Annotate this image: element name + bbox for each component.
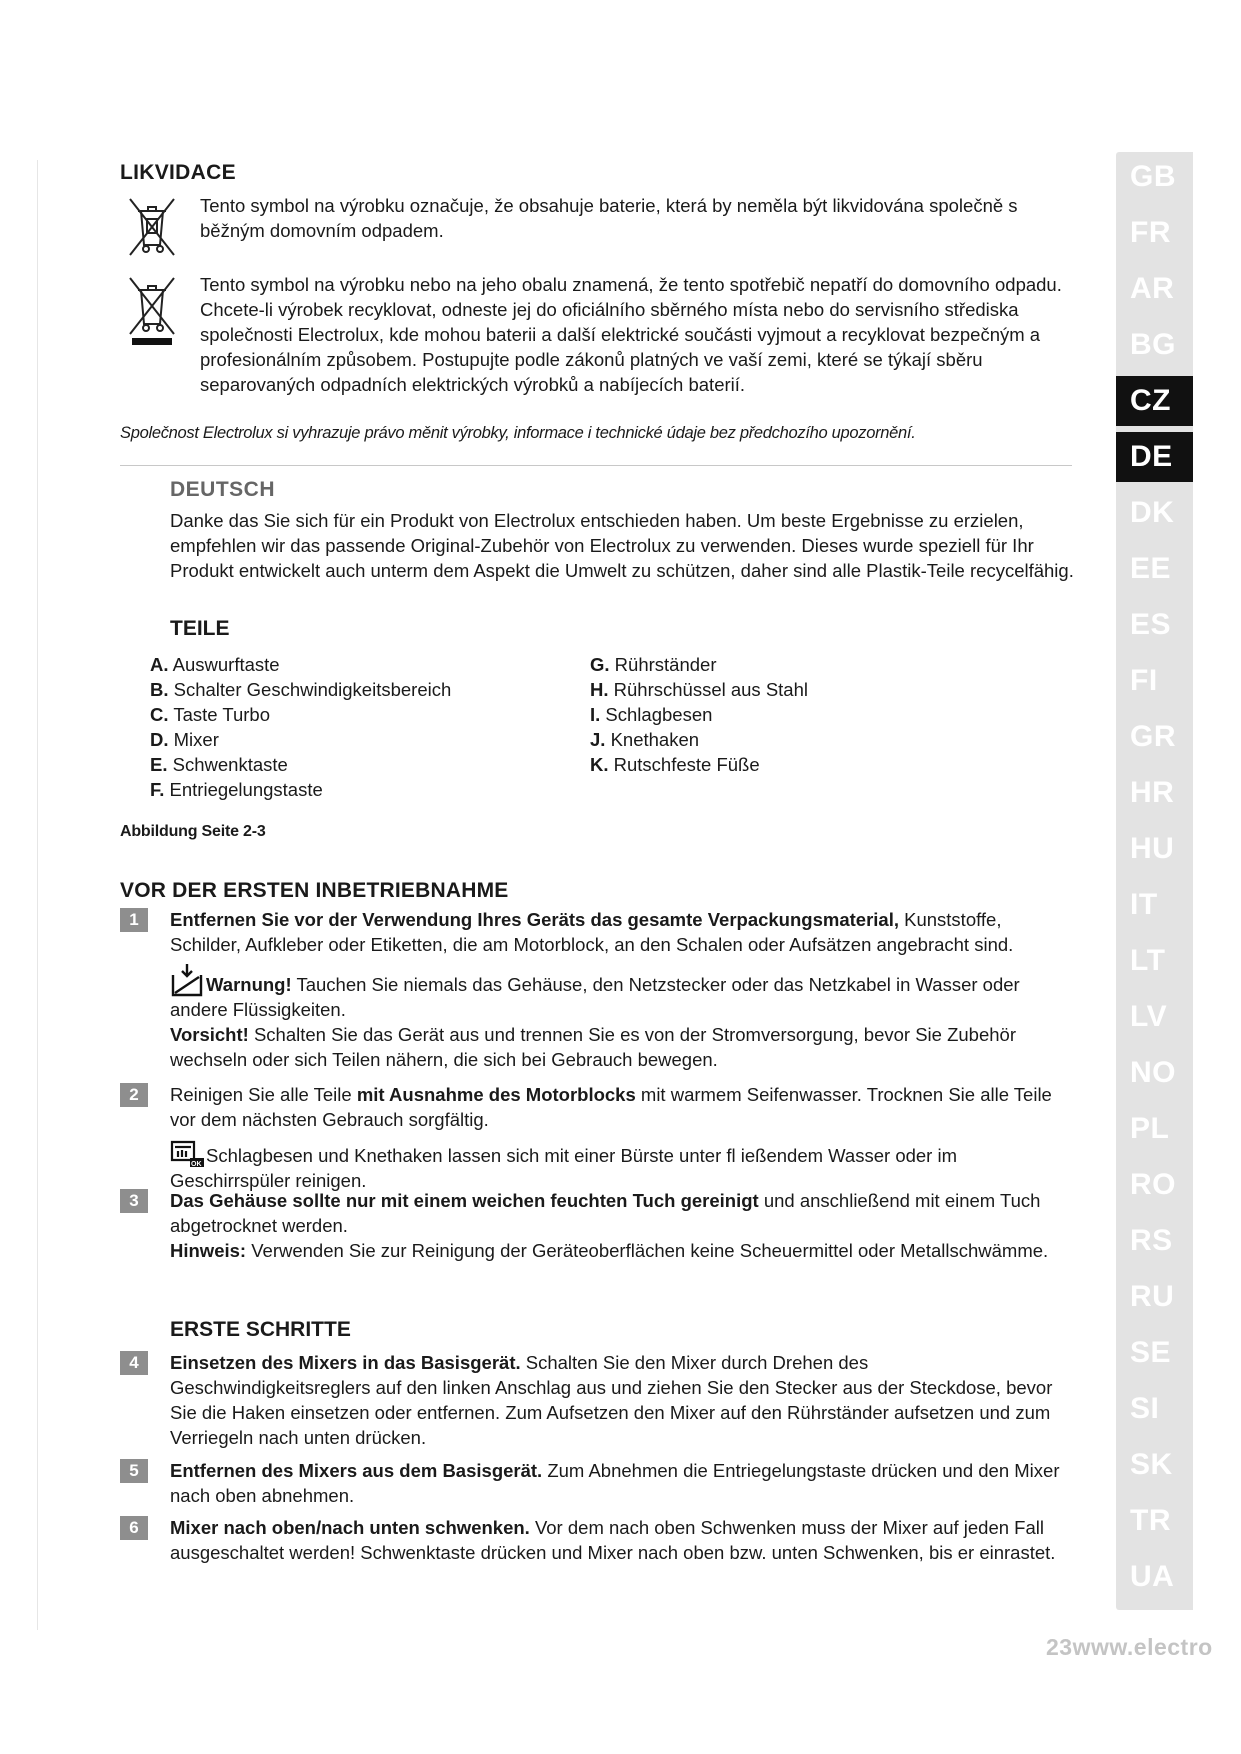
tab-ee[interactable]: EE xyxy=(1130,552,1172,585)
step-text: Einsetzen des Mixers in das Basisgerät. Schalten Sie den Mixer durch Drehen des Geschwindigkeitsreglers auf den linken Anschlag aus und ziehen Sie den Stecker aus der Steckdose, bevor Sie die Haken einsetzen oder entfernen. Zum Aufsetzen den Mixer auf den Rührständer aufsetzen und zum Verriegeln nach unten drücken. xyxy=(170,1352,1053,1448)
step-number: 2 xyxy=(120,1083,148,1107)
step-number: 6 xyxy=(120,1516,148,1540)
deutsch-intro: Danke das Sie sich für ein Produkt von Electrolux entschieden haben. Um beste Ergebnisse zu erzielen, empfehlen wir das passende Original-Zubehör von Electrolux zu verwenden. Dieses wurde speziell für Ihr Produkt entwickelt auch unterm dem Aspekt die Umwelt zu schützen, daher sind alle Plastik-Teile recycelfähig. xyxy=(170,510,1074,581)
warning-note: Warnung! Tauchen Sie niemals das Gehäuse, den Netzstecker oder das Netzkabel in Wasser oder andere Flüssigkeiten. xyxy=(170,963,1072,1022)
dishwasher-note: OK Schlagbesen und Knethaken lassen sich mit einer Bürste unter fl ießendem Wasser oder im Geschirrspüler reinigen. xyxy=(170,1138,1072,1193)
likvidace-heading: LIKVIDACE xyxy=(120,161,236,184)
parts-list-right xyxy=(590,652,808,777)
part-item: J. Knethaken xyxy=(590,729,700,750)
battery-disposal-text: Tento symbol na výrobku označuje, že obsahuje baterie, která by neměla být likvidována společně s běžným domovním odpadem. xyxy=(200,195,1018,241)
part-item: F. Entriegelungstaste xyxy=(150,779,323,800)
part-item: D. Mixer xyxy=(150,729,219,750)
part-item: H. Rührschüssel aus Stahl xyxy=(590,679,808,700)
disclaimer-text: Společnost Electrolux si vyhrazuje právo měnit výrobky, informace i technické údaje bez předchozího upozornění. xyxy=(120,424,916,442)
part-item: A. Auswurftaste xyxy=(150,654,280,675)
figure-reference: Abbildung Seite 2-3 xyxy=(120,823,266,840)
step-text: Entfernen Sie vor der Verwendung Ihres Geräts das gesamte Verpackungsmaterial, Kunststoffe, Schilder, Aufkleber oder Etiketten, die am Motorblock, an den Schalen oder Aufsätzen angebracht sind. xyxy=(170,909,1014,955)
tab-pl[interactable]: PL xyxy=(1130,1112,1170,1145)
tab-hr[interactable]: HR xyxy=(1130,776,1175,809)
step-number: 4 xyxy=(120,1351,148,1375)
tab-fi[interactable]: FI xyxy=(1130,664,1158,697)
page-margin-line xyxy=(37,160,38,1630)
tab-ua[interactable]: UA xyxy=(1130,1560,1175,1593)
tab-ru[interactable]: RU xyxy=(1130,1280,1175,1313)
step-number: 5 xyxy=(120,1459,148,1483)
step-text: Entfernen des Mixers aus dem Basisgerät. Zum Abnehmen die Entriegelungstaste drücken und den Mixer nach oben abnehmen. xyxy=(170,1460,1060,1506)
tab-ar[interactable]: AR xyxy=(1130,272,1175,305)
erste-heading: ERSTE SCHRITTE xyxy=(170,1318,351,1341)
caution-note: Vorsicht! Schalten Sie das Gerät aus und trennen Sie es von der Stromversorgung, bevor Sie Zubehör wechseln oder sich Teilen nähern, die sich bei Gebrauch bewegen. xyxy=(170,1024,1016,1070)
step-6 xyxy=(120,1515,1072,1565)
parts-list-left xyxy=(150,652,451,802)
crossed-bin-battery-icon xyxy=(124,193,180,259)
teile-heading: TEILE xyxy=(170,617,230,640)
tab-rs[interactable]: RS xyxy=(1130,1224,1173,1257)
step-text: Reinigen Sie alle Teile mit Ausnahme des Motorblocks mit warmem Seifenwasser. Trocknen Sie alle Teile vor dem nächsten Gebrauch sorgfältig. xyxy=(170,1084,1052,1130)
part-item: K. Rutschfeste Füße xyxy=(590,754,760,775)
tab-tr[interactable]: TR xyxy=(1130,1504,1171,1537)
step-2 xyxy=(120,1082,1072,1193)
deutsch-heading: DEUTSCH xyxy=(170,478,276,501)
svg-text:OK: OK xyxy=(191,1161,202,1168)
part-item: C. Taste Turbo xyxy=(150,704,270,725)
language-tabs xyxy=(1116,152,1193,1610)
vor-heading: VOR DER ERSTEN INBETRIEBNAHME xyxy=(120,879,509,902)
tab-no[interactable]: NO xyxy=(1130,1056,1176,1089)
no-immersion-icon xyxy=(170,963,204,997)
tab-si[interactable]: SI xyxy=(1130,1392,1160,1425)
hint-note: Hinweis: Verwenden Sie zur Reinigung der Geräteoberflächen keine Scheuermittel oder Metallschwämme. xyxy=(170,1240,1049,1261)
step-5 xyxy=(120,1458,1072,1508)
dishwasher-safe-icon xyxy=(170,1138,204,1168)
tab-hu[interactable]: HU xyxy=(1130,832,1175,865)
tab-de[interactable]: DE xyxy=(1116,432,1193,482)
part-item: I. Schlagbesen xyxy=(590,704,713,725)
tab-lt[interactable]: LT xyxy=(1130,944,1166,977)
tab-dk[interactable]: DK xyxy=(1130,496,1175,529)
footer-page-url: 23www.electro xyxy=(1046,1634,1213,1660)
step-1 xyxy=(120,907,1072,1072)
tab-gb[interactable]: GB xyxy=(1130,160,1176,193)
section-divider xyxy=(120,465,1072,466)
step-number: 3 xyxy=(120,1189,148,1213)
tab-sk[interactable]: SK xyxy=(1130,1448,1173,1481)
step-4 xyxy=(120,1350,1072,1450)
step-text: Mixer nach oben/nach unten schwenken. Vor dem nach oben Schwenken muss der Mixer auf jeden Fall ausgeschaltet werden! Schwenktaste drücken und Mixer nach oben bzw. unten Schwenken, bis er einrastet. xyxy=(170,1517,1056,1563)
tab-se[interactable]: SE xyxy=(1130,1336,1172,1369)
step-3 xyxy=(120,1188,1072,1263)
step-number: 1 xyxy=(120,908,148,932)
tab-ro[interactable]: RO xyxy=(1130,1168,1176,1201)
step-text: Das Gehäuse sollte nur mit einem weichen feuchten Tuch gereinigt und anschließend mit einem Tuch abgetrocknet werden. xyxy=(170,1190,1041,1236)
tab-bg[interactable]: BG xyxy=(1130,328,1176,361)
tab-gr[interactable]: GR xyxy=(1130,720,1176,753)
part-item: B. Schalter Geschwindigkeitsbereich xyxy=(150,679,452,700)
crossed-bin-weee-icon xyxy=(124,272,180,346)
tab-lv[interactable]: LV xyxy=(1130,1000,1168,1033)
tab-es[interactable]: ES xyxy=(1130,608,1172,641)
tab-cz[interactable]: CZ xyxy=(1116,376,1193,426)
tab-it[interactable]: IT xyxy=(1130,888,1158,921)
part-item: G. Rührständer xyxy=(590,654,717,675)
tab-fr[interactable]: FR xyxy=(1130,216,1171,249)
weee-disposal-text: Tento symbol na výrobku nebo na jeho obalu znamená, že tento spotřebič nepatří do domovního odpadu. Chcete-li výrobek recyklovat, odneste jej do oficiálního sběrného místa nebo do servisního střediska společnosti Electrolux, kde mohou baterii a další elektrické součásti vyjmout a recyklovat bezpečným a profesionálním způsobem. Postupujte podle zákonů platných ve vaší zemi, které se týkají sběru separovaných odpadních elektrických výrobků a nabíjecích baterií. xyxy=(200,274,1062,395)
part-item: E. Schwenktaste xyxy=(150,754,288,775)
